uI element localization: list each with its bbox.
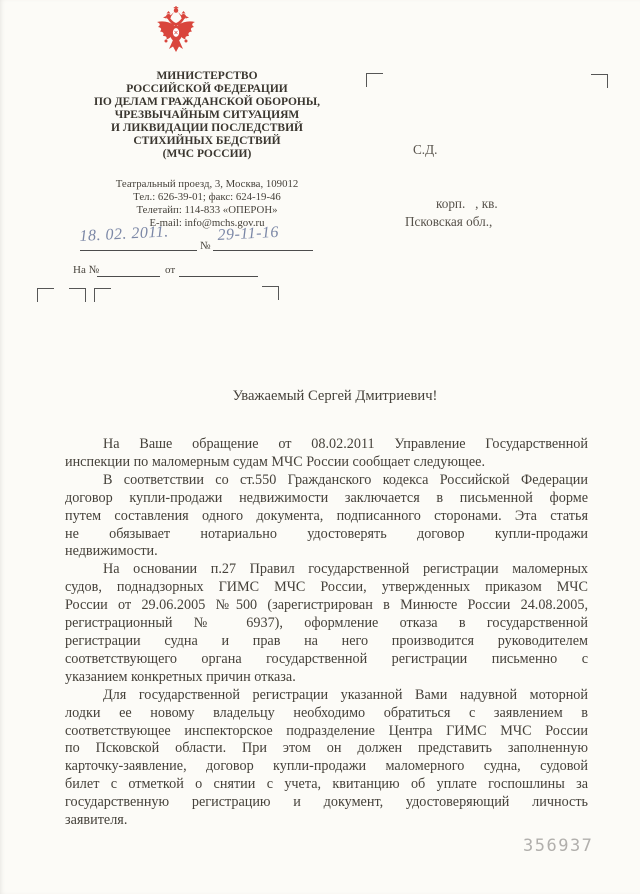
body-line: карточку-заявление, договор купли-продажи маломерного судна, судовой (65, 758, 588, 775)
body-line: лодки ее новому владельцу необходимо обратиться с заявлением в (65, 704, 588, 721)
body-paragraph (65, 472, 588, 562)
body-line: регистрационный № 6937), оформление отказа в государственной (65, 615, 588, 632)
outgoing-date-handwritten: 18. 02. 2011. (79, 223, 170, 246)
body-line: В соответствии со ст.550 Гражданского кодекса Российской Федерации (103, 471, 588, 488)
body-line: договор купли-продажи недвижимости заключается в письменной форме (65, 489, 588, 506)
number-sign-label: № (200, 240, 211, 252)
page-stamp-number: 356937 (523, 836, 594, 856)
body-line: регистрации судна и прав на него производится руководителем (65, 632, 588, 649)
ministry-name-line: ПО ДЕЛАМ ГРАЖДАНСКОЙ ОБОРОНЫ, (93, 96, 321, 108)
contact-teletype-line: Телетайп: 114-833 «ОПЕРОН» (136, 204, 278, 216)
body-line: На Ваше обращение от 08.02.2011 Управление Государственной (103, 436, 588, 452)
body-line: государственную регистрацию и документ, удостоверяющий личность (65, 794, 588, 811)
body-line: не обязывает нотариально удостоверять договор купли-продажи (65, 525, 588, 542)
number-field-underline (213, 250, 313, 251)
letterhead-contact-block (58, 178, 356, 230)
coat-of-arms-icon (151, 6, 201, 63)
letterhead-ministry-name (58, 70, 356, 161)
corner-mark (37, 288, 54, 302)
contact-phone-line: Тел.: 626-39-01; факс: 624-19-46 (133, 191, 281, 203)
body-line: соответствующего органа государственной регистрации письменно с (65, 650, 588, 667)
body-line: судов, поднадзорных ГИМС МЧС России, утвержденных приказом МЧС (65, 579, 588, 596)
ministry-name-line: РОССИЙСКОЙ ФЕДЕРАЦИИ (126, 83, 288, 95)
body-paragraph (65, 436, 588, 472)
corner-mark (366, 73, 383, 87)
outgoing-number-handwritten: 29-11-16 (217, 223, 280, 245)
body-line: путем составления одного документа, подписанного сторонами. Эта статья (65, 507, 588, 524)
body-line: заявителя. (65, 812, 128, 829)
reply-from-label: от (165, 264, 176, 276)
ministry-name-line: (МЧС РОССИИ) (162, 148, 252, 160)
addressee-address-line: Псковская обл., (405, 214, 493, 229)
body-line: соответствующее инспекторское подразделение Центра ГИМС МЧС России (65, 722, 588, 739)
corner-mark (69, 288, 86, 302)
body-line: указанием конкретных причин отказа. (65, 668, 296, 685)
body-line: билет с отметкой о снятии с учета, квитанцию об уплате госпошлины за (65, 776, 588, 793)
addressee-address-line: корп. , кв. (436, 196, 498, 211)
reply-number-underline (97, 276, 160, 277)
body-line: инспекции по маломерным судам МЧС России сообщает следующее. (65, 453, 485, 470)
ministry-name-line: МИНИСТЕРСТВО (156, 70, 258, 82)
body-paragraph (65, 561, 588, 686)
reply-to-label: На № (73, 264, 100, 276)
corner-mark (262, 286, 279, 300)
reply-date-underline (179, 276, 258, 277)
body-line: по Псковской области. При этом он должен представить заполненную (65, 740, 588, 757)
body-line: России от 29.06.2005 №500 (зарегистрирован в Минюсте России 24.08.2005, (65, 597, 588, 614)
addressee-name: С.Д. (413, 142, 438, 157)
letter-body (65, 436, 588, 830)
body-paragraph (65, 687, 588, 830)
contact-email-line: E-mail: info@mchs.gov.ru (149, 217, 265, 229)
ministry-name-line: И ЛИКВИДАЦИИ ПОСЛЕДСТВИЙ (111, 122, 303, 134)
salutation: Уважаемый Сергей Дмитриевич! (232, 388, 438, 404)
body-line: недвижимости. (65, 543, 158, 560)
ministry-name-line: ЧРЕЗВЫЧАЙНЫМ СИТУАЦИЯМ (114, 109, 300, 121)
corner-mark (94, 288, 111, 302)
contact-address-line: Театральный проезд, 3, Москва, 109012 (115, 178, 299, 190)
body-line: На основании п.27 Правил государственной регистрации маломерных (103, 561, 588, 578)
corner-mark (591, 74, 608, 88)
body-line: Для государственной регистрации указанной Вами надувной моторной (103, 686, 588, 703)
date-field-underline (80, 250, 197, 251)
ministry-name-line: СТИХИЙНЫХ БЕДСТВИЙ (133, 135, 281, 147)
